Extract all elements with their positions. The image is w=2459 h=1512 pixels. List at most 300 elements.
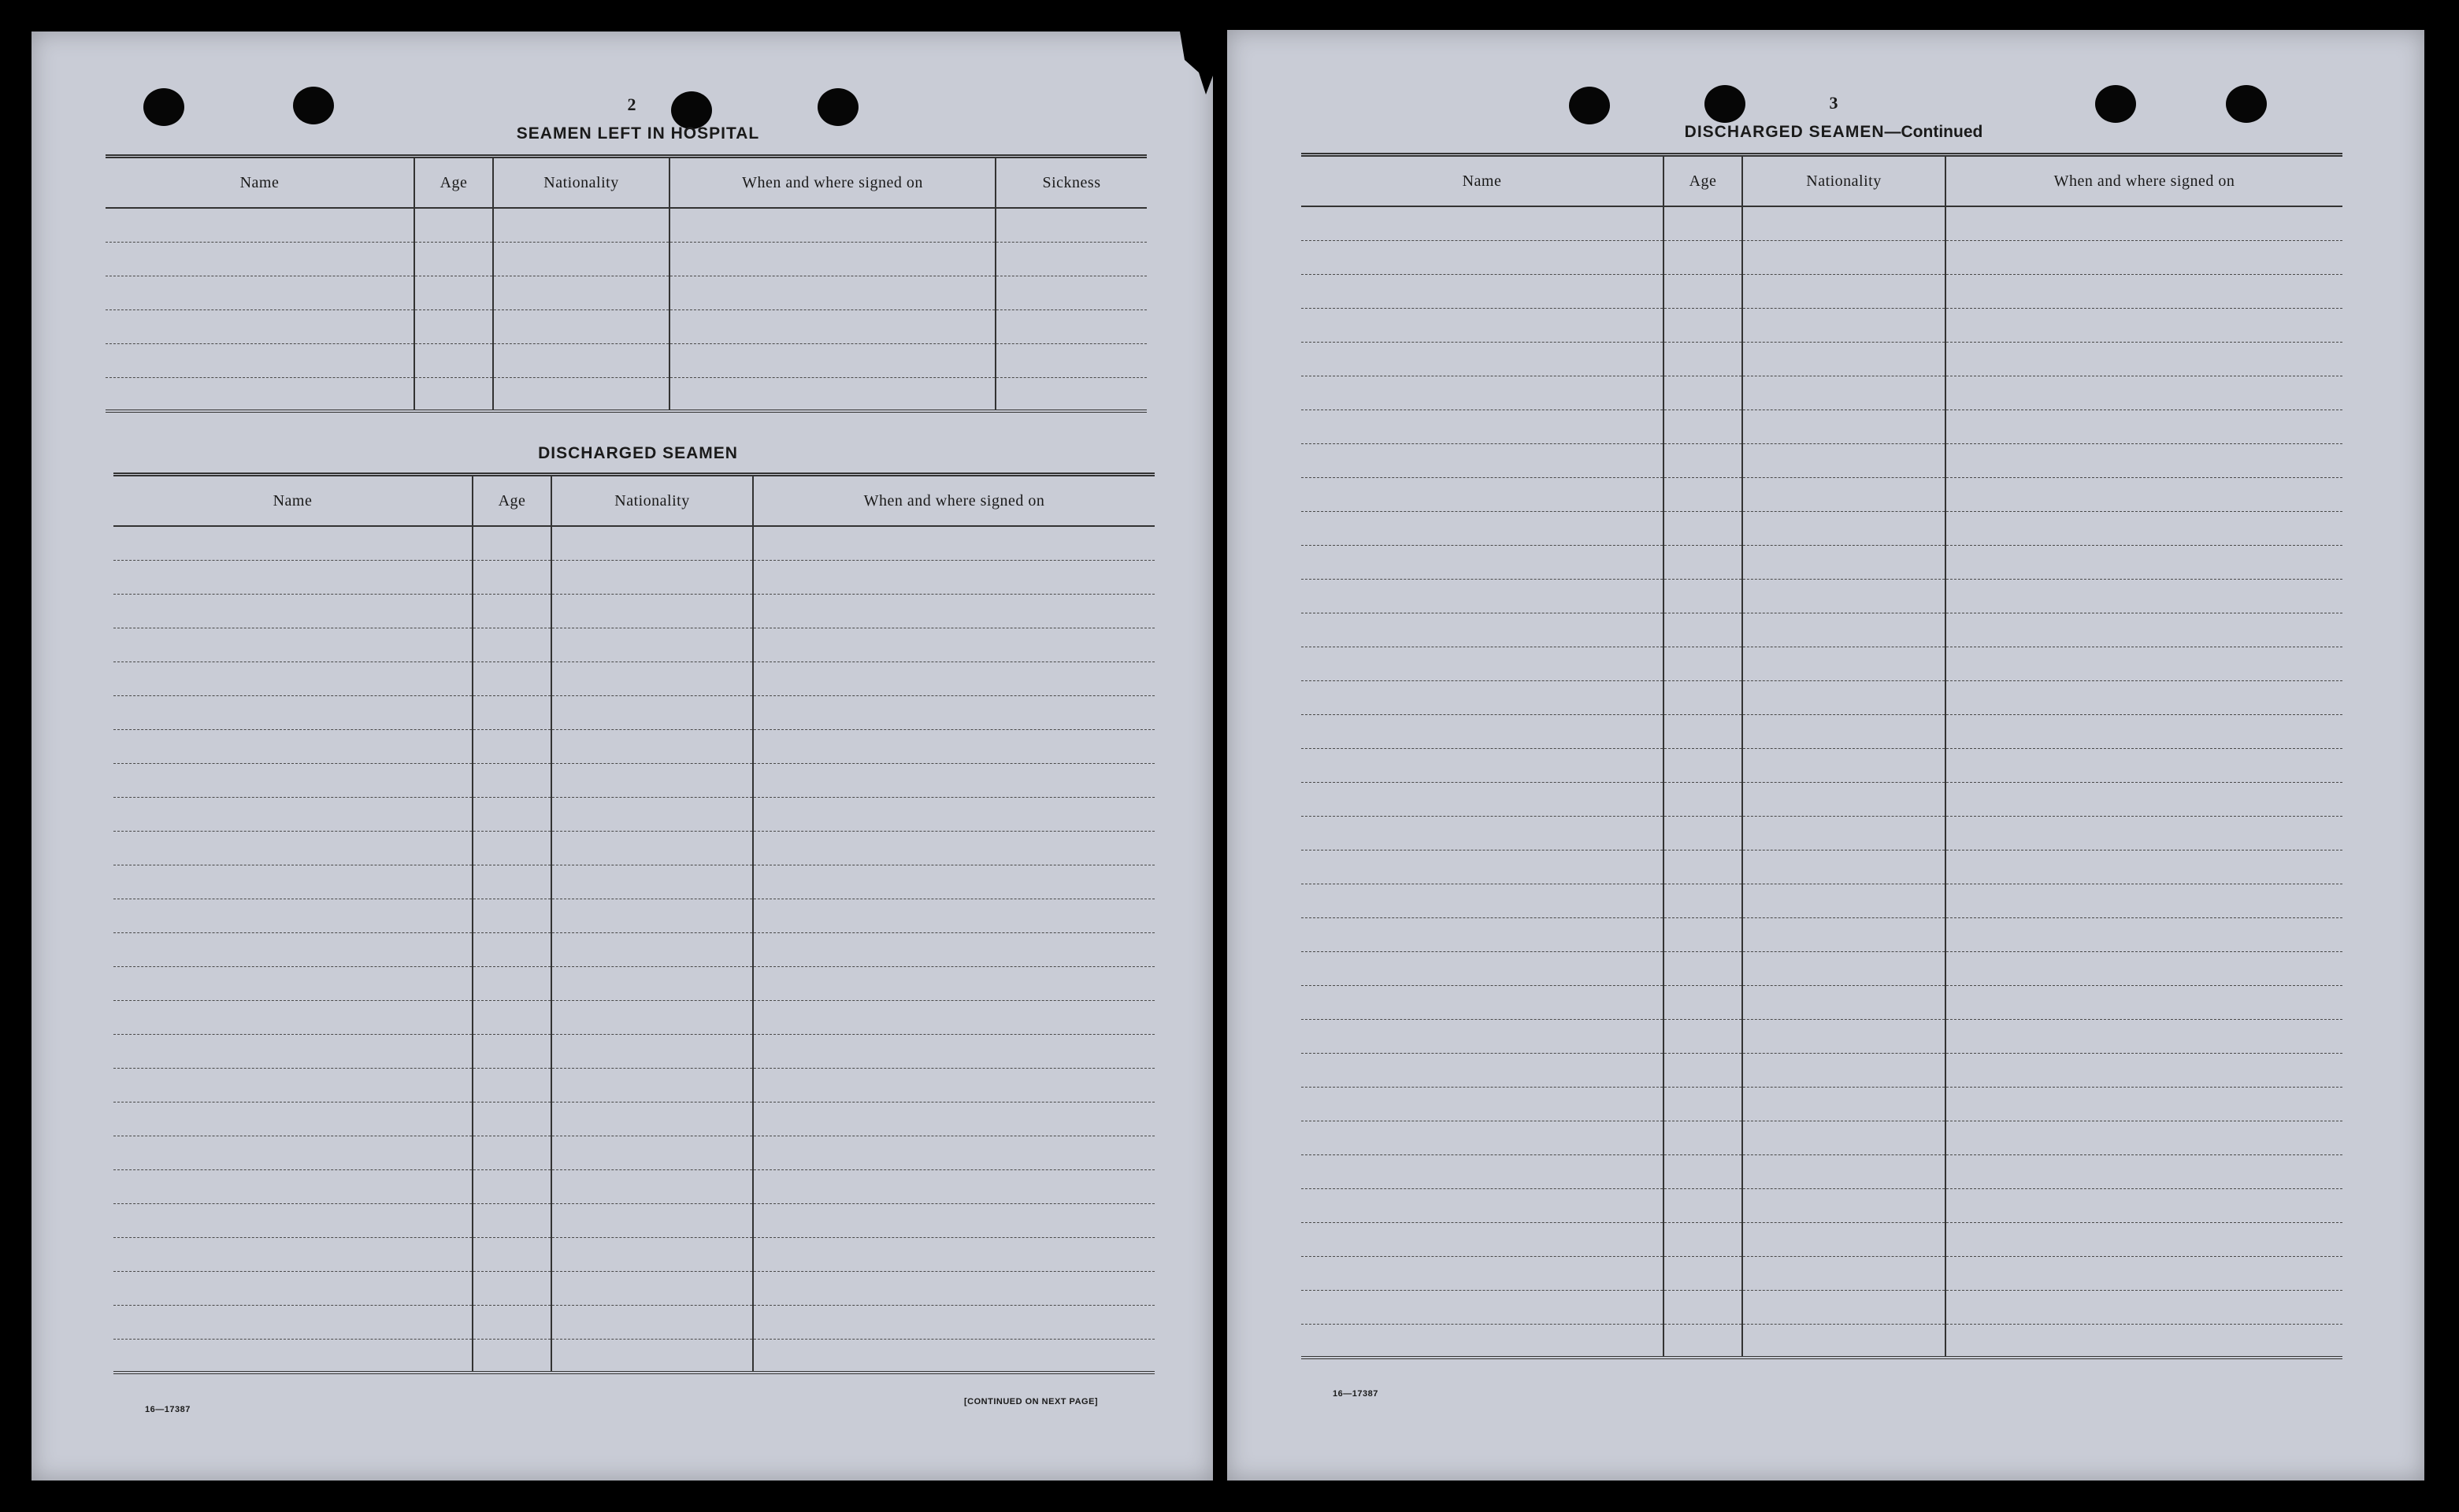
blank-cell [753,1169,1155,1203]
blank-cell [1945,680,2342,714]
blank-cell [1945,1019,2342,1053]
blank-cell [1742,545,1945,579]
table-row [113,1068,1155,1102]
column-header: Sickness [996,157,1147,209]
blank-cell [551,1034,753,1068]
blank-cell [106,309,414,343]
blank-cell [551,797,753,831]
column-header: Name [106,157,414,209]
table-row [1301,1290,2342,1324]
table-row [1301,748,2342,782]
blank-cell [753,628,1155,662]
blank-cell [1301,240,1663,274]
blank-cell [1742,1256,1945,1290]
blank-cell [753,662,1155,695]
blank-cell [669,343,996,377]
blank-cell [1663,1290,1742,1324]
table-row [1301,410,2342,443]
column-header: Nationality [1742,155,1945,207]
blank-cell [1742,1087,1945,1121]
blank-cell [1663,613,1742,647]
blank-cell [551,831,753,865]
blank-cell [1742,748,1945,782]
blank-cell [1663,308,1742,342]
blank-cell [551,763,753,797]
blank-cell [1301,274,1663,308]
blank-cell [1742,1053,1945,1087]
blank-cell [1301,748,1663,782]
table-row [1301,1154,2342,1188]
blank-cell [669,208,996,242]
table-row [113,865,1155,899]
page-number: 2 [627,94,636,114]
blank-cell [1663,1256,1742,1290]
blank-cell [1742,985,1945,1019]
table-row [106,309,1147,343]
blank-cell [551,628,753,662]
blank-cell [113,1271,473,1305]
table-row [106,377,1147,411]
blank-cell [551,1068,753,1102]
table-row [1301,1053,2342,1087]
blank-cell [113,1102,473,1136]
blank-cell [473,1102,551,1136]
table-row [113,1237,1155,1271]
blank-cell [1663,1222,1742,1256]
blank-cell [1945,1290,2342,1324]
continued-note: [CONTINUED ON NEXT PAGE] [964,1397,1099,1406]
blank-cell [414,208,493,242]
blank-cell [1742,274,1945,308]
blank-cell [473,899,551,932]
blank-cell [113,1068,473,1102]
blank-cell [1945,782,2342,816]
blank-cell [473,1237,551,1271]
blank-cell [551,966,753,1000]
blank-cell [106,276,414,309]
blank-cell [414,377,493,411]
blank-cell [753,695,1155,729]
blank-cell [753,729,1155,763]
blank-cell [113,1034,473,1068]
punch-hole [818,88,859,126]
blank-cell [753,1034,1155,1068]
blank-cell [1663,985,1742,1019]
table-row [1301,308,2342,342]
blank-cell [753,1305,1155,1339]
table-row [1301,1324,2342,1358]
blank-cell [1945,206,2342,240]
blank-cell [551,1339,753,1373]
table-row [1301,1222,2342,1256]
blank-cell [1301,1188,1663,1222]
blank-cell [551,560,753,594]
blank-cell [113,831,473,865]
table-header-row [113,475,1155,527]
blank-cell [1945,1256,2342,1290]
blank-cell [1301,1121,1663,1154]
blank-cell [1663,274,1742,308]
blank-cell [1663,647,1742,680]
blank-cell [1945,917,2342,951]
blank-cell [1742,376,1945,410]
blank-cell [113,1169,473,1203]
blank-cell [113,1136,473,1169]
table-row [113,695,1155,729]
table-row [106,242,1147,276]
blank-cell [1301,1290,1663,1324]
table-row [1301,511,2342,545]
blank-cell [1742,1290,1945,1324]
blank-cell [1663,1188,1742,1222]
blank-cell [1742,206,1945,240]
blank-cell [1945,1324,2342,1358]
table-row [1301,1256,2342,1290]
blank-cell [1742,782,1945,816]
blank-cell [1301,308,1663,342]
blank-cell [753,865,1155,899]
column-header: Name [1301,155,1663,207]
table-row [1301,1188,2342,1222]
blank-cell [1663,1324,1742,1358]
punch-hole [293,87,334,124]
blank-cell [1945,511,2342,545]
blank-cell [1663,376,1742,410]
blank-cell [753,1237,1155,1271]
table-row [113,729,1155,763]
blank-cell [1945,985,2342,1019]
blank-cell [473,662,551,695]
blank-cell [1742,1121,1945,1154]
blank-cell [1301,443,1663,477]
table-row [113,1203,1155,1237]
blank-cell [1663,1087,1742,1121]
blank-cell [493,343,669,377]
blank-cell [1301,1154,1663,1188]
table-row [1301,1019,2342,1053]
blank-cell [1301,477,1663,511]
blank-cell [1742,613,1945,647]
blank-cell [1663,477,1742,511]
blank-cell [551,1102,753,1136]
table-row [1301,206,2342,240]
blank-cell [753,831,1155,865]
blank-cell [473,1339,551,1373]
table-row [1301,477,2342,511]
blank-cell [1742,1154,1945,1188]
table-row [113,797,1155,831]
blank-cell [753,797,1155,831]
blank-cell [473,932,551,966]
blank-cell [753,1102,1155,1136]
table-row [1301,1121,2342,1154]
blank-cell [473,865,551,899]
blank-cell [414,276,493,309]
blank-cell [996,343,1147,377]
blank-cell [753,560,1155,594]
blank-cell [1663,342,1742,376]
blank-cell [473,1000,551,1034]
blank-cell [113,729,473,763]
blank-cell [1663,714,1742,748]
blank-cell [1663,782,1742,816]
blank-cell [113,966,473,1000]
blank-cell [1663,748,1742,782]
blank-cell [1945,884,2342,917]
table-row [113,1034,1155,1068]
blank-cell [1945,1121,2342,1154]
blank-cell [753,1203,1155,1237]
blank-cell [1301,917,1663,951]
table-row [1301,850,2342,884]
blank-cell [1742,884,1945,917]
blank-cell [753,966,1155,1000]
blank-cell [1742,850,1945,884]
blank-cell [753,899,1155,932]
blank-cell [1663,1121,1742,1154]
blank-cell [1945,1053,2342,1087]
blank-cell [113,526,473,560]
blank-cell [1663,917,1742,951]
blank-cell [473,594,551,628]
blank-cell [113,560,473,594]
table-row [1301,985,2342,1019]
table-row [1301,951,2342,985]
blank-cell [414,242,493,276]
blank-cell [1663,680,1742,714]
right-page [1227,30,2424,1480]
column-header: When and where signed on [753,475,1155,527]
table-row [113,763,1155,797]
blank-cell [473,1034,551,1068]
blank-cell [1663,1019,1742,1053]
punch-hole [1569,87,1610,124]
blank-cell [1301,1324,1663,1358]
table-row [1301,647,2342,680]
blank-cell [753,1000,1155,1034]
blank-cell [1945,240,2342,274]
punch-hole [671,91,712,129]
column-header: Nationality [551,475,753,527]
blank-cell [1742,308,1945,342]
blank-cell [1663,1154,1742,1188]
table-row [1301,613,2342,647]
table-row [113,932,1155,966]
blank-cell [1945,579,2342,613]
table-row [1301,782,2342,816]
discharged-continued-table [1301,153,2342,1359]
table-row [1301,579,2342,613]
table-row [113,628,1155,662]
blank-cell [1301,884,1663,917]
punch-hole [143,88,184,126]
blank-cell [551,526,753,560]
blank-cell [1742,511,1945,545]
table-row [106,276,1147,309]
blank-cell [113,662,473,695]
table-row [1301,1087,2342,1121]
table-row [1301,376,2342,410]
blank-cell [1945,545,2342,579]
blank-cell [1945,714,2342,748]
blank-cell [551,865,753,899]
blank-cell [1301,850,1663,884]
column-header: When and where signed on [669,157,996,209]
blank-cell [753,1339,1155,1373]
page-number: 3 [1829,93,1838,113]
blank-cell [1301,545,1663,579]
blank-cell [551,695,753,729]
blank-cell [1945,308,2342,342]
blank-cell [473,1305,551,1339]
blank-cell [551,1237,753,1271]
discharged-table [113,472,1155,1374]
table-row [113,1339,1155,1373]
blank-cell [1945,443,2342,477]
title-suffix: —Continued [1884,123,1983,141]
blank-cell [669,242,996,276]
blank-cell [551,1169,753,1203]
table-row [113,1102,1155,1136]
blank-cell [473,966,551,1000]
table-row [113,526,1155,560]
table-row [1301,816,2342,850]
table-row [113,662,1155,695]
blank-cell [473,763,551,797]
form-number: 16—17387 [1333,1389,1378,1399]
column-header: Nationality [493,157,669,209]
blank-cell [1301,816,1663,850]
blank-cell [1663,410,1742,443]
blank-cell [753,763,1155,797]
blank-cell [113,628,473,662]
column-header: Age [414,157,493,209]
blank-cell [1742,477,1945,511]
blank-cell [473,1203,551,1237]
blank-cell [473,695,551,729]
section-title-discharged: DISCHARGED SEAMEN [538,444,738,462]
blank-cell [493,309,669,343]
blank-cell [669,377,996,411]
table-row [1301,240,2342,274]
punch-hole [1704,85,1745,123]
blank-cell [996,276,1147,309]
blank-cell [1663,579,1742,613]
blank-cell [1945,1154,2342,1188]
blank-cell [551,899,753,932]
table-row [1301,545,2342,579]
table-row [106,343,1147,377]
table-row [113,1271,1155,1305]
blank-cell [1945,951,2342,985]
blank-cell [1742,951,1945,985]
blank-cell [473,729,551,763]
blank-cell [473,797,551,831]
table-row [113,899,1155,932]
blank-cell [493,377,669,411]
blank-cell [473,526,551,560]
blank-cell [1742,342,1945,376]
title-main: DISCHARGED SEAMEN [1684,123,1885,141]
blank-cell [1663,850,1742,884]
blank-cell [473,560,551,594]
blank-cell [113,1305,473,1339]
table-row [1301,917,2342,951]
blank-cell [1945,748,2342,782]
blank-cell [1945,850,2342,884]
table-row [1301,714,2342,748]
blank-cell [1301,511,1663,545]
table-row [113,594,1155,628]
blank-cell [551,1305,753,1339]
blank-cell [1742,579,1945,613]
blank-cell [113,594,473,628]
blank-cell [1742,1324,1945,1358]
blank-cell [1663,511,1742,545]
blank-cell [551,932,753,966]
blank-cell [1301,782,1663,816]
table-row [1301,884,2342,917]
table-row [1301,342,2342,376]
blank-cell [1945,647,2342,680]
blank-cell [473,1068,551,1102]
column-header: Age [1663,155,1742,207]
blank-cell [1301,1087,1663,1121]
blank-cell [996,208,1147,242]
blank-cell [669,309,996,343]
blank-cell [1301,680,1663,714]
table-row [106,208,1147,242]
blank-cell [996,377,1147,411]
blank-cell [1301,647,1663,680]
punch-hole [2226,85,2267,123]
blank-cell [753,1136,1155,1169]
blank-cell [1301,1053,1663,1087]
table-row [113,1000,1155,1034]
blank-cell [1945,477,2342,511]
blank-cell [1301,342,1663,376]
blank-cell [1301,1222,1663,1256]
column-header: Name [113,475,473,527]
blank-cell [1663,951,1742,985]
blank-cell [106,343,414,377]
blank-cell [1301,714,1663,748]
table-row [1301,274,2342,308]
blank-cell [113,899,473,932]
blank-cell [473,1136,551,1169]
blank-cell [996,242,1147,276]
blank-cell [1301,613,1663,647]
table-row [113,831,1155,865]
blank-cell [1663,443,1742,477]
section-title-discharged-continued [1637,123,2031,142]
blank-cell [1301,206,1663,240]
blank-cell [551,1203,753,1237]
table-row [113,1305,1155,1339]
blank-cell [106,377,414,411]
table-row [113,560,1155,594]
blank-cell [753,1068,1155,1102]
blank-cell [753,932,1155,966]
blank-cell [113,865,473,899]
blank-cell [473,628,551,662]
blank-cell [473,1169,551,1203]
table-row [113,1169,1155,1203]
blank-cell [1945,410,2342,443]
blank-cell [996,309,1147,343]
blank-cell [1663,816,1742,850]
blank-cell [1742,1019,1945,1053]
